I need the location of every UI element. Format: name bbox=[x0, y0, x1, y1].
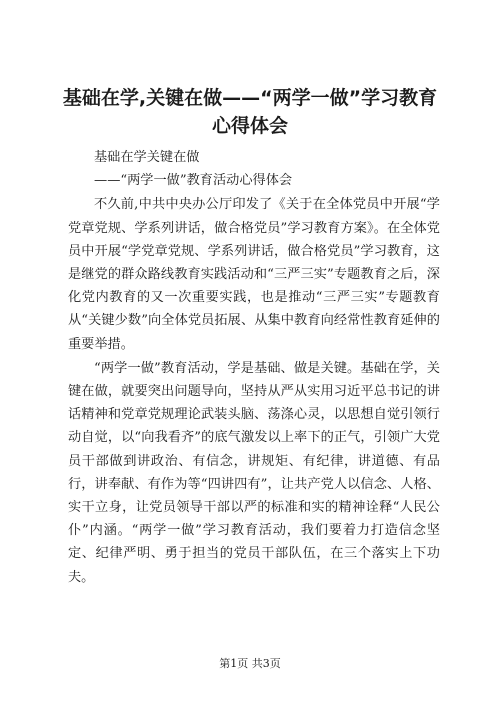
subtitle-line-2: ——“两学一做”教育活动心得体会 bbox=[94, 173, 293, 189]
page-number-footer: 第1页 共3页 bbox=[219, 657, 281, 670]
body-paragraph-1: 不久前,中共中央办公厅印发了《关于在全体党员中开展“学党章党规、学系列讲话，做合格党员”学习教育方案》。在全体党员中开展“学党章党规、学系列讲话，做合格党员”学习教育，这是继党的群众路线教育实践活动和“三严三实”专题教育之后，深化党内教育的又一次重要实践，也是推动“三严三实”专题教育从“关键少数”向全体党员拓展、从集中教育向经常性教育延伸的重要举措。 bbox=[68, 197, 440, 352]
document-body bbox=[68, 146, 440, 589]
subtitle-line-1: 基础在学关键在做 bbox=[94, 150, 200, 165]
document-title: 基础在学,关键在做——“两学一做”学习教育心得体会 bbox=[62, 87, 438, 137]
body-paragraph-2: “两学一做”教育活动，学是基础、做是关键。基础在学，关键在做，就要突出问题导向，坚持从严从实用习近平总书记的讲话精神和党章党规理论武装头脑、荡涤心灵，以思想自觉引领行动自觉，以“向我看齐”的底气激发以上率下的正气，引领广大党员干部做到讲政治、有信念，讲规矩、有纪律，讲道德、有品行，讲奉献、有作为等“四讲四有”，让共产党人以信念、人格、实干立身，让党员领导干部以严的标准和实的精神诠释“人民公仆”内涵。“两学一做”学习教育活动，我们要着力打造信念坚定、纪律严明、勇于担当的党员干部队伍，在三个落实上下功夫。 bbox=[68, 360, 440, 585]
